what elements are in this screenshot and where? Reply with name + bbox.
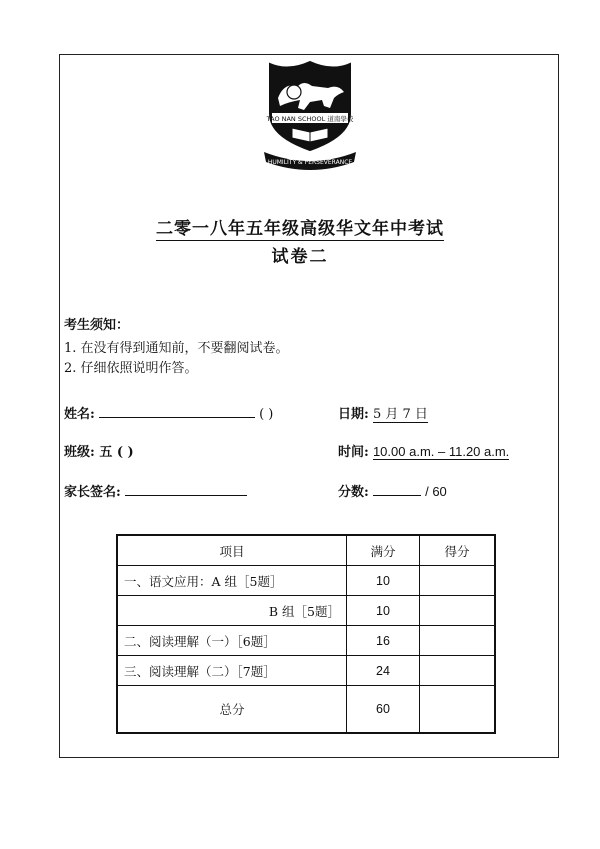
class-number-paren: ( ) [259,407,274,422]
table-row [117,566,495,596]
total-score-cell[interactable] [420,686,496,734]
score-field [338,481,447,500]
score-blank[interactable] [373,483,421,496]
score-total: / 60 [425,484,447,499]
header-item: 项目 [117,535,347,566]
table-header-row [117,535,495,566]
total-label: 总分 [117,686,347,734]
class-field [64,441,134,460]
parent-signature-blank[interactable] [125,483,247,496]
time-value: 10.00 a.m. – 11.20 a.m. [372,444,510,459]
date-field [338,403,428,422]
row-full-marks: 16 [347,626,420,656]
header-obtained: 得分 [420,535,496,566]
date-value: 5 月 7 日 [372,407,428,422]
notice-heading: 考生须知： [64,318,130,333]
header-full-marks: 满分 [347,535,420,566]
parent-signature-label: 家长签名: [64,485,121,500]
row-full-marks: 24 [347,656,420,686]
table-row [117,596,495,626]
table-total-row [117,686,495,734]
exam-title: 二零一八年五年级高级华文年中考试 [156,219,444,239]
total-full-marks: 60 [347,686,420,734]
row-score-cell[interactable] [420,626,496,656]
row-score-cell[interactable] [420,596,496,626]
class-label: 班级: 五 ( ) [64,445,134,460]
score-label: 分数: [338,485,369,500]
row-score-cell[interactable] [420,566,496,596]
row-item: 一、语文应用：A 组［5题］ [117,566,347,596]
row-full-marks: 10 [347,596,420,626]
svg-text:HUMILITY & PERSEVERANCE: HUMILITY & PERSEVERANCE [267,159,353,166]
exam-paper-number: 试卷二 [271,247,329,267]
table-row [117,626,495,656]
row-full-marks: 10 [347,566,420,596]
school-crest-logo [258,58,362,174]
name-field [64,403,273,422]
row-score-cell[interactable] [420,656,496,686]
notice-item-1: 1. 在没有得到通知前，不要翻阅试卷。 [64,341,289,356]
notice-item-2: 2. 仔细依照说明作答。 [64,361,198,376]
name-blank[interactable] [99,405,255,418]
row-item: 三、阅读理解（二）［7题］ [117,656,347,686]
svg-text:TAO NAN SCHOOL 道南學校: TAO NAN SCHOOL 道南學校 [266,115,354,123]
time-field [338,441,509,460]
parent-signature-field [64,481,247,500]
score-table [116,534,496,734]
name-label: 姓名: [64,407,95,422]
time-label: 时间: [338,445,369,460]
table-row [117,656,495,686]
row-item: 二、阅读理解（一）［6题］ [117,626,347,656]
row-item: B 组［5题］ [117,596,347,626]
date-label: 日期: [338,407,369,422]
